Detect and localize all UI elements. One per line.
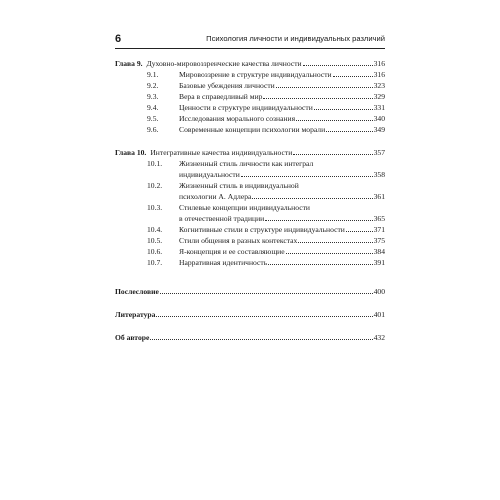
section-page: 329 — [373, 92, 385, 101]
chapter-10-title: Интегративные качества индивидуальности — [150, 148, 293, 157]
chapter-9-label: Глава 9. — [115, 59, 143, 68]
section-number: 10.4. — [147, 225, 163, 234]
chapter-10-entry — [115, 147, 385, 158]
header-rule — [115, 48, 385, 49]
section-number: 10.5. — [147, 236, 163, 245]
section-number: 10.7. — [147, 258, 163, 267]
section-page: 375 — [373, 236, 385, 245]
section-number: 9.6. — [147, 125, 159, 134]
section-title: Нарративная идентичность — [179, 258, 268, 267]
dot-leader — [241, 176, 373, 177]
back-matter-entry-afterword — [115, 286, 385, 297]
section-entry — [115, 180, 385, 202]
section-page: 391 — [373, 258, 385, 267]
afterword-page: 400 — [373, 287, 385, 296]
dot-leader — [333, 76, 373, 77]
afterword-title: Послесловие — [115, 287, 159, 296]
dot-leader — [293, 154, 372, 155]
section-entry — [115, 202, 385, 224]
section-title: Современные концепции психологии морали — [179, 125, 326, 134]
section-entry — [115, 69, 385, 80]
section-title: Когнитивные стили в структуре индивидуальности — [179, 225, 345, 234]
section-title-line-1: Жизненный стиль личности как интеграл — [179, 159, 314, 168]
dot-leader — [276, 87, 373, 88]
section-page: 323 — [373, 81, 385, 90]
section-entry — [115, 102, 385, 113]
dot-leader — [252, 198, 372, 199]
table-of-contents — [115, 58, 385, 343]
about-author-title: Об авторе — [115, 333, 150, 342]
section-title-line-2: индивидуальности — [179, 170, 240, 179]
section-page: 365 — [373, 214, 385, 223]
dot-leader — [268, 264, 372, 265]
section-title-line-1: Стилевые концепции индивидуальности — [179, 203, 310, 212]
chapter-10-label: Глава 10. — [115, 148, 147, 157]
dot-leader — [286, 253, 373, 254]
literature-title: Литература — [115, 310, 156, 319]
section-page: 331 — [373, 103, 385, 112]
section-page: 361 — [373, 192, 385, 201]
section-entry — [115, 80, 385, 91]
dot-leader — [160, 293, 373, 294]
back-matter-entry-about-author — [115, 332, 385, 343]
section-title: Ценности в структуре индивидуальности — [179, 103, 313, 112]
section-title: Вера в справедливый мир — [179, 92, 263, 101]
section-number: 9.1. — [147, 70, 159, 79]
section-page: 358 — [373, 170, 385, 179]
dot-leader — [156, 316, 372, 317]
section-title: Я-концепция и ее составляющие — [179, 247, 285, 256]
section-number: 10.1. — [147, 159, 163, 168]
running-title: Психология личности и индивидуальных различий — [206, 34, 385, 43]
section-entry — [115, 235, 385, 246]
section-entry — [115, 257, 385, 268]
section-entry — [115, 158, 385, 180]
literature-page: 401 — [373, 310, 385, 319]
section-entry — [115, 91, 385, 102]
section-number: 9.2. — [147, 81, 159, 90]
dot-leader — [296, 120, 372, 121]
section-entry — [115, 246, 385, 257]
section-title: Базовые убеждения личности — [179, 81, 275, 90]
dot-leader — [298, 242, 372, 243]
section-title: Мировоззрение в структуре индивидуальности — [179, 70, 332, 79]
page-header — [115, 32, 385, 48]
dot-leader — [346, 231, 373, 232]
section-entry — [115, 224, 385, 235]
about-author-page: 432 — [373, 333, 385, 342]
chapter-9-page: 316 — [373, 59, 385, 68]
page-number: 6 — [115, 33, 122, 45]
back-matter-entry-literature — [115, 309, 385, 320]
section-title: Стили общения в разных контекстах — [179, 236, 298, 245]
section-title: Исследования морального сознания — [179, 114, 296, 123]
section-entry — [115, 124, 385, 135]
section-page: 340 — [373, 114, 385, 123]
section-entry — [115, 113, 385, 124]
dot-leader — [303, 65, 373, 66]
section-title-line-1: Жизненный стиль в индивидуальной — [179, 181, 299, 190]
section-title-line-2: в отечественной традиции — [179, 214, 265, 223]
section-number: 10.6. — [147, 247, 163, 256]
section-page: 349 — [373, 125, 385, 134]
chapter-9-entry — [115, 58, 385, 69]
chapter-10-page: 357 — [373, 148, 385, 157]
section-page: 384 — [373, 247, 385, 256]
dot-leader — [265, 220, 372, 221]
dot-leader — [326, 131, 372, 132]
dot-leader — [263, 98, 372, 99]
section-number: 9.4. — [147, 103, 159, 112]
section-number: 10.2. — [147, 181, 163, 190]
section-page: 316 — [373, 70, 385, 79]
dot-leader — [314, 109, 373, 110]
dot-leader — [150, 339, 372, 340]
section-number: 10.3. — [147, 203, 163, 212]
chapter-9-title: Духовно-мировоззренческие качества личности — [146, 59, 302, 68]
section-number: 9.3. — [147, 92, 159, 101]
section-number: 9.5. — [147, 114, 159, 123]
section-page: 371 — [373, 225, 385, 234]
section-title-line-2: психологии А. Адлера — [179, 192, 252, 201]
